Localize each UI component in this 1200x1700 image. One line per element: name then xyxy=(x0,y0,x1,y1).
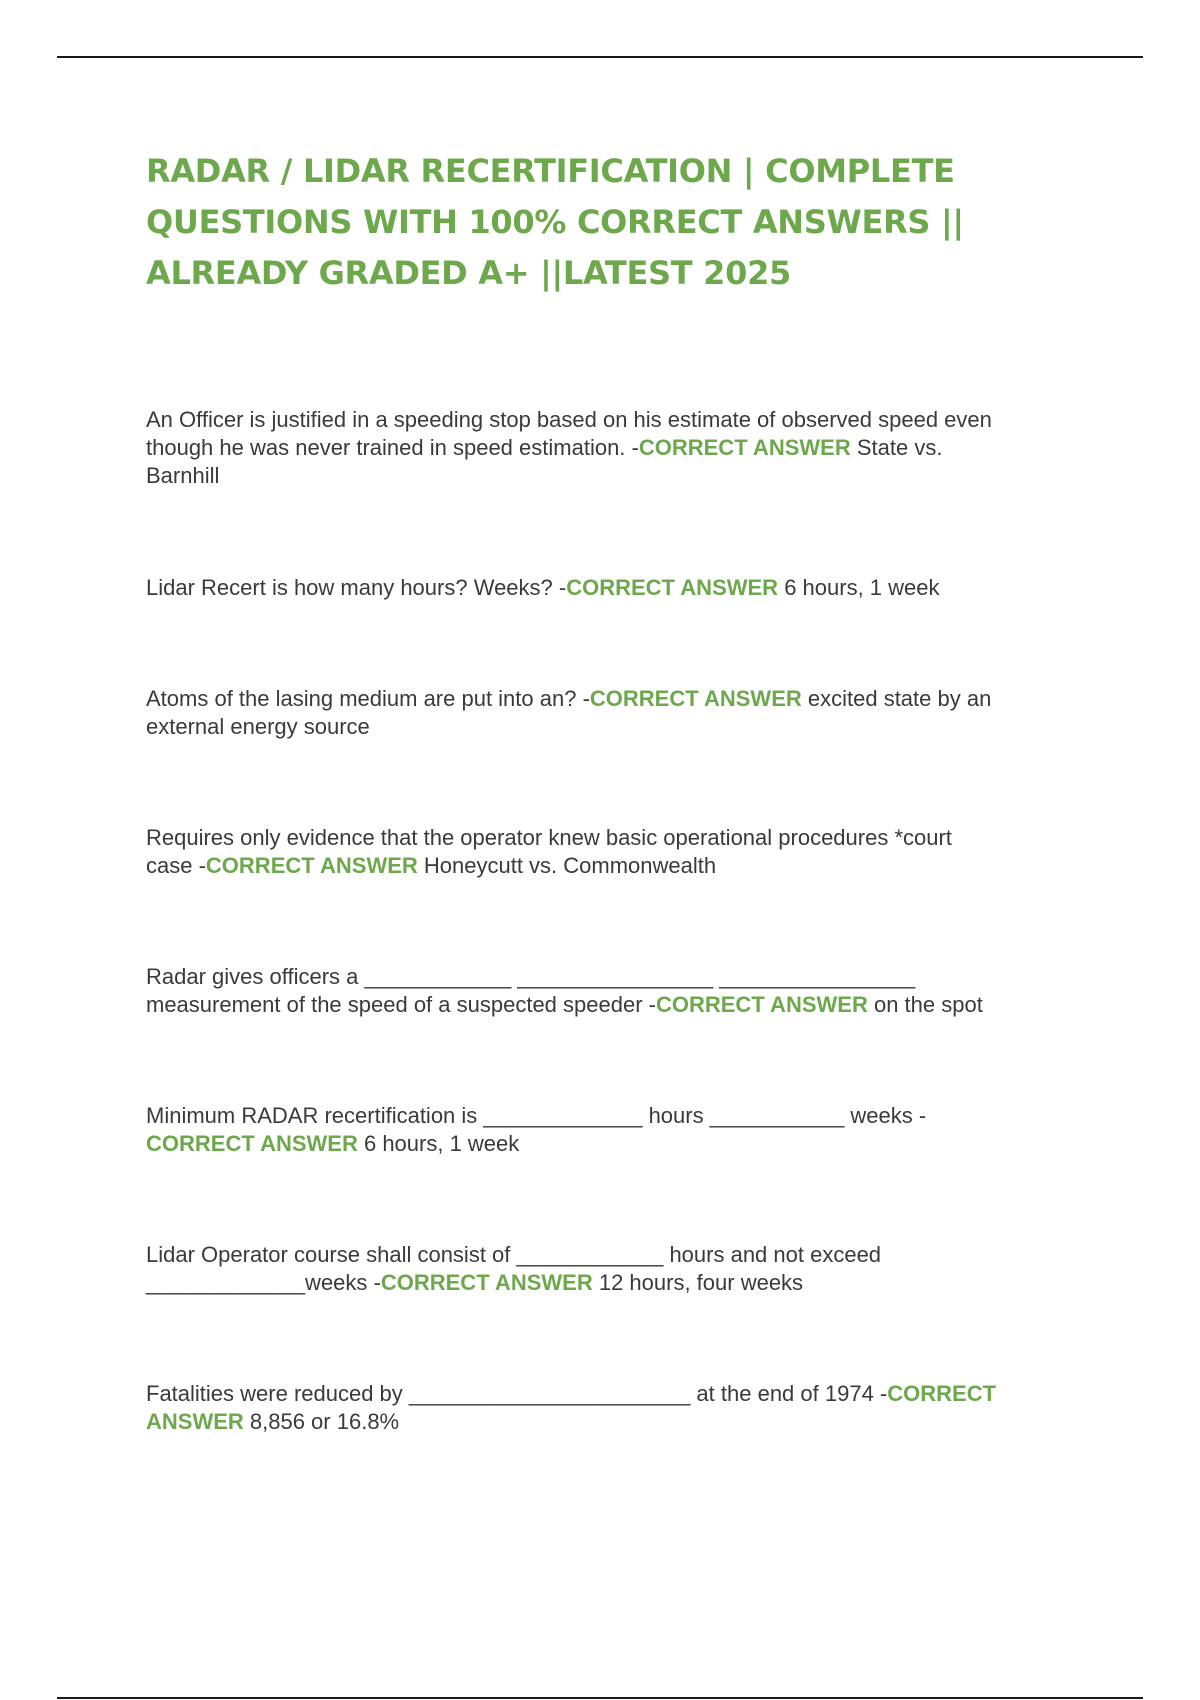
correct-answer-label: CORRECT ANSWER xyxy=(205,853,418,878)
answer-text: 6 hours, 1 week xyxy=(357,1131,520,1156)
qa-item-1 xyxy=(146,406,1086,490)
correct-answer-label: CORRECT xyxy=(887,1381,997,1406)
question-text: though he was never trained in speed estimation. - xyxy=(146,435,639,460)
title-line-1: RADAR / LIDAR RECERTIFICATION | COMPLETE xyxy=(146,152,955,190)
question-text: Minimum RADAR recertification is _____________ hours ___________ weeks - xyxy=(146,1103,927,1128)
qa-item-2 xyxy=(146,574,1086,602)
correct-answer-label: CORRECT ANSWER xyxy=(638,435,851,460)
answer-text: on the spot xyxy=(867,992,983,1017)
question-text: Fatalities were reduced by _______________________ at the end of 1974 - xyxy=(146,1381,888,1406)
answer-text: 12 hours, four weeks xyxy=(592,1270,804,1295)
question-text: Lidar Recert is how many hours? Weeks? - xyxy=(146,575,567,600)
title-line-2: QUESTIONS WITH 100% CORRECT ANSWERS || xyxy=(146,203,964,241)
correct-answer-label: CORRECT ANSWER xyxy=(655,992,868,1017)
answer-text: Barnhill xyxy=(146,463,220,488)
qa-item-3 xyxy=(146,685,1086,741)
qa-item-4 xyxy=(146,824,1086,880)
question-text: case - xyxy=(146,853,206,878)
question-text: An Officer is justified in a speeding stop based on his estimate of observed speed even xyxy=(146,407,992,432)
answer-text: 6 hours, 1 week xyxy=(778,575,940,600)
qa-item-6 xyxy=(146,1102,1086,1158)
answer-text: Honeycutt vs. Commonwealth xyxy=(417,853,717,878)
question-text: Atoms of the lasing medium are put into an? - xyxy=(146,686,590,711)
correct-answer-label: CORRECT ANSWER xyxy=(380,1270,593,1295)
question-text: Requires only evidence that the operator knew basic operational procedures *court xyxy=(146,825,952,850)
question-text: Radar gives officers a ____________ ________________ ________________ xyxy=(146,964,916,989)
answer-text: external energy source xyxy=(146,714,370,739)
question-text: _____________weeks - xyxy=(146,1270,381,1295)
correct-answer-label: CORRECT ANSWER xyxy=(589,686,802,711)
correct-answer-label: CORRECT ANSWER xyxy=(566,575,779,600)
bottom-rule xyxy=(57,1697,1143,1699)
answer-text: State vs. xyxy=(850,435,943,460)
document-title xyxy=(146,146,1076,299)
question-text: Lidar Operator course shall consist of ____________ hours and not exceed xyxy=(146,1242,882,1267)
qa-item-7 xyxy=(146,1241,1086,1297)
title-line-3: ALREADY GRADED A+ ||LATEST 2025 xyxy=(146,254,791,292)
top-rule xyxy=(57,56,1143,58)
correct-answer-label: CORRECT ANSWER xyxy=(146,1131,358,1156)
correct-answer-label: ANSWER xyxy=(146,1409,244,1434)
qa-item-8 xyxy=(146,1380,1086,1436)
answer-text: excited state by an xyxy=(801,686,992,711)
question-text: measurement of the speed of a suspected speeder - xyxy=(146,992,656,1017)
answer-text: 8,856 or 16.8% xyxy=(243,1409,400,1434)
qa-item-5 xyxy=(146,963,1086,1019)
